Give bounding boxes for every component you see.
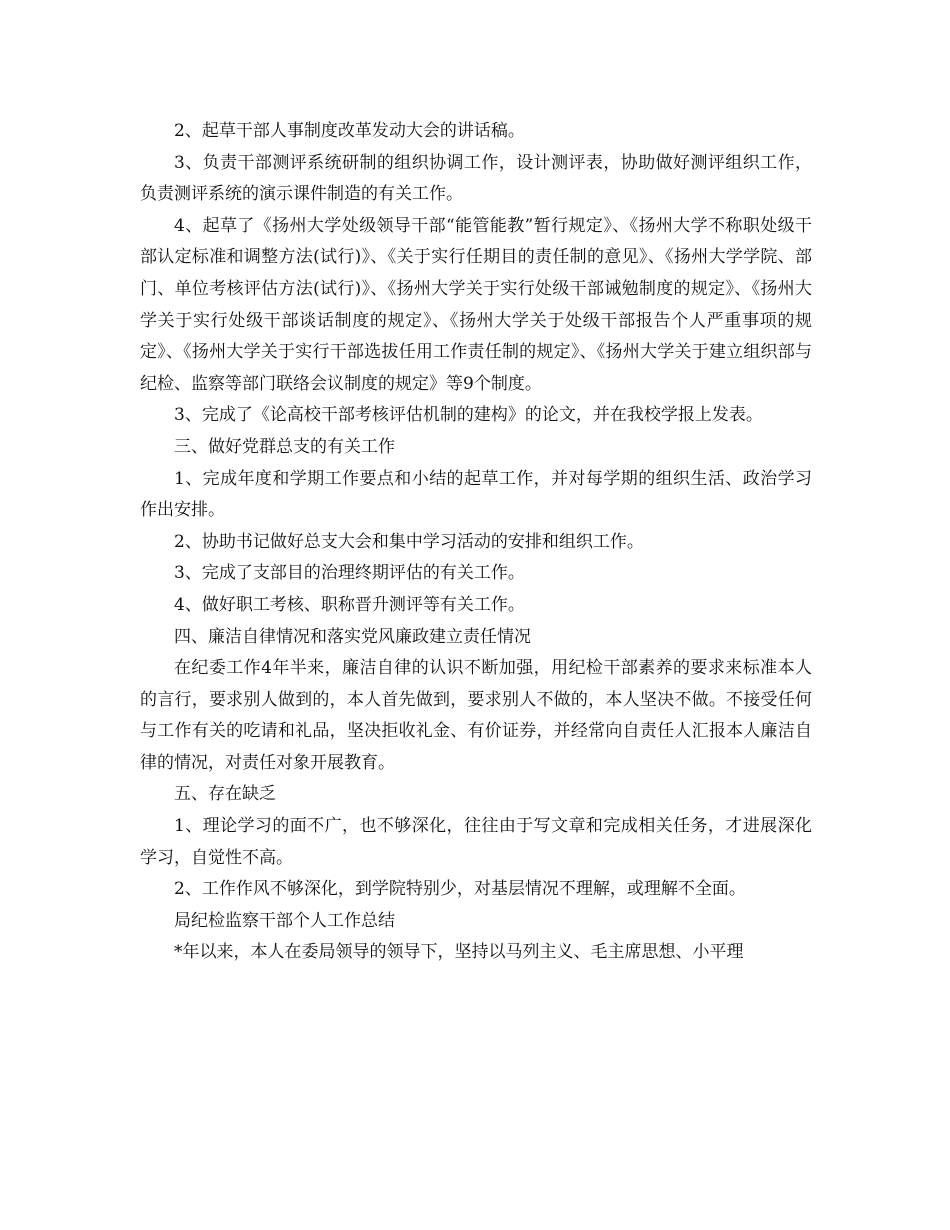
- paragraph-branch-evaluation: 3、完成了支部目的治理终期评估的有关工作。: [174, 563, 525, 584]
- paragraph-assist-secretary: 2、协助书记做好总支大会和集中学习活动的安排和组织工作。: [174, 531, 644, 552]
- paragraph-drafted-regulations: 4、起草了《扬州大学处级领导干部“能管能教”暂行规定》、《扬州大学不称职处级干部认定标准和调整方法(试行)》、《关于实行任期目的责任制的意见》、《扬州大学学院、部门、单位考核评估方法(试行)》、《扬州大学关于实行处级干部诫勉制度的规定》、《扬州大学关于实行处级干部谈话制度的规定》、《扬州大学关于处级干部报告个人严重事项的规定》、《扬州大学关于实行干部选拔任用工作责任制的规定》、《扬州大学关于建立组织部与纪检、监察等部门联络会议制度的规定》等9个制度。: [140, 215, 812, 394]
- paragraph-published-paper: 3、完成了《论高校干部考核评估机制的建构》的论文，并在我校学报上发表。: [174, 405, 763, 426]
- section-heading-integrity: 四、廉洁自律情况和落实党风廉政建立责任情况: [174, 626, 531, 647]
- section-heading-shortcomings: 五、存在缺乏: [174, 784, 276, 805]
- paragraph-annual-plans: 1、完成年度和学期工作要点和小结的起草工作，并对每学期的组织生活、政治学习作出安排。: [140, 468, 812, 521]
- document-subtitle: 局纪检监察干部个人工作总结: [174, 910, 395, 931]
- paragraph-integrity-details: 在纪委工作4年半来，廉洁自律的认识不断加强，用纪检干部素养的要求来标准本人的言行，要求别人做到的，本人首先做到，要求别人不做的，本人坚决不做。不接受任何与工作有关的吃请和礼品，坚决拒收礼金、有价证券，并经常向自责任人汇报本人廉洁自律的情况，对责任对象开展教育。: [140, 658, 812, 773]
- paragraph-staff-assessment: 4、做好职工考核、职称晋升测评等有关工作。: [174, 594, 525, 615]
- paragraph-shortcoming-study: 1、理论学习的面不广，也不够深化，往往由于写文章和完成相关任务，才进展深化学习，自觉性不高。: [140, 816, 812, 868]
- paragraph-shortcoming-style: 2、工作作风不够深化，到学院特别少，对基层情况不理解，或理解不全面。: [174, 879, 746, 900]
- document-body: [140, 116, 812, 969]
- paragraph-summary-intro: *年以来，本人在委局领导的领导下，坚持以马列主义、毛主席思想、小平理: [174, 942, 744, 963]
- paragraph-evaluation-system: 3、负责干部测评系统研制的组织协调工作，设计测评表，协助做好测评组织工作，负责测评系统的演示课件制造的有关工作。: [140, 152, 812, 205]
- section-heading-party-work: 三、做好党群总支的有关工作: [174, 436, 395, 457]
- paragraph-drafting-speech: 2、起草干部人事制度改革发动大会的讲话稿。: [174, 121, 525, 141]
